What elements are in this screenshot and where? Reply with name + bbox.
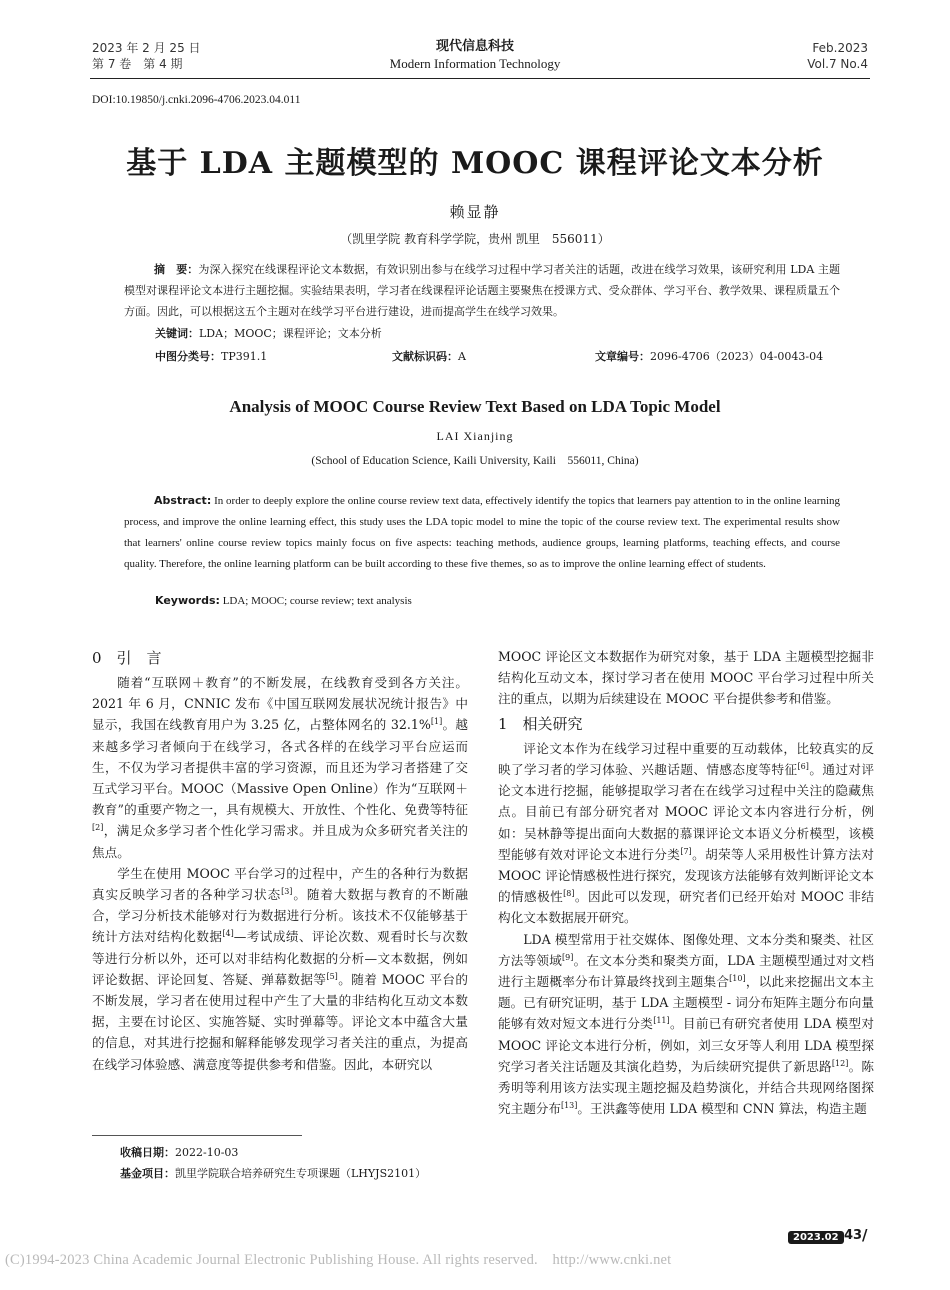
- paragraph: MOOC 评论区文本数据作为研究对象，基于 LDA 主题模型挖掘非结构化互动文本，探讨学习者在使用 MOOC 平台学习过程中所关注的重点，以期为后续建设在 MOOC 平台提供参考和借鉴。: [498, 649, 874, 707]
- header-right: [807, 40, 868, 72]
- citation: [12]: [831, 1058, 849, 1068]
- citation: [1]: [430, 717, 443, 727]
- header-date-en: Feb.2023: [812, 41, 868, 55]
- doc-value: A: [458, 350, 466, 363]
- citation: [6]: [797, 761, 809, 771]
- affiliation-cn: （凯里学院 教育科学学院，贵州 凯里 556011）: [340, 232, 610, 246]
- abstract-cn-label: 摘 要：: [154, 263, 199, 276]
- text: 。胡荣等人采用极性计算方法对 MOOC 评论情感极性进行探究，发现该方法能够有效判断评论文本的情感极性: [498, 846, 874, 905]
- issue-badge: 2023.02: [788, 1231, 844, 1244]
- clc-number: [155, 348, 267, 364]
- journal-name-en: Modern Information Technology: [389, 56, 561, 71]
- section-heading-0: 0 引 言: [92, 649, 162, 667]
- page-slash-mark: /: [862, 1226, 868, 1244]
- header-date-cn: 2023 年 2 月 25 日: [92, 41, 201, 55]
- text: 。在文本分类和聚类方面，LDA 主题模型通过对文档进行主题概率分布计算最终找到主题集合: [498, 952, 875, 990]
- citation: [7]: [680, 846, 692, 856]
- fund-label: 基金项目：: [120, 1167, 175, 1180]
- keywords-cn-label: 关键词：: [155, 327, 199, 340]
- citation: [10]: [729, 973, 746, 983]
- text: 。随着大数据与教育的不断融合，学习分析技术能够对行为数据进行分析。该技术不仅能够基于统计方法对结构化数据: [92, 887, 469, 945]
- doc-code: [392, 348, 466, 364]
- article-number: [595, 348, 823, 364]
- footnote-received: [92, 1142, 472, 1163]
- citation: [9]: [562, 952, 574, 962]
- copyright-watermark: (C)1994-2023 China Academic Journal Electronic Publishing House. All rights reserved. http://www.cnki.net: [5, 1252, 672, 1268]
- text: 。通过对评论文本进行挖掘，能够提取学习者在在线学习过程中关注的隐藏焦点。目前已有部分研究者对 MOOC 评论文本内容进行分析，例如：吴林静等提出面向大数据的慕课评论文本语义分析模型，该模型能够有效对评论文本进行分类: [498, 762, 875, 862]
- text: 。随着 MOOC 平台的不断发展，学习者在使用过程中产生了大量的非结构化互动文本数据，主要在讨论区、实施答疑、实时弹幕等。评论文本中蕴含大量的信息，对其进行挖掘和解释能够发现学习者关注的重点，为提高在线学习体验感、满意度等提供参考和借鉴。因此，本研究以: [92, 971, 469, 1072]
- text: 评论文本作为在线学习过程中重要的互动载体，比较真实的反映了学习者的学习体验、兴趣话题、情感态度等特征: [498, 740, 874, 778]
- citation: [13]: [560, 1101, 578, 1111]
- clc-label: 中图分类号：: [155, 350, 221, 363]
- paragraph: [92, 863, 468, 1075]
- citation: [2]: [92, 823, 104, 833]
- keywords-en-text: LDA; MOOC; course review; text analysis: [222, 595, 412, 607]
- affiliation-en: (School of Education Science, Kaili University, Kaili 556011, China): [311, 455, 639, 467]
- title-en: Analysis of MOOC Course Review Text Based on LDA Topic Model: [229, 397, 721, 416]
- abstract-en: [124, 490, 840, 575]
- page-number: 43: [844, 1228, 863, 1243]
- text: —考试成绩、评论次数、观看时长与次数等进行分析以外，还可以对非结构化数据的分析—文本数据，例如评论数据、评论回复、答疑、弹幕数据等: [92, 929, 469, 987]
- citation: [3]: [281, 886, 293, 896]
- header-volume-en: Vol.7 No.4: [807, 57, 868, 71]
- art-value: 2096-4706（2023）04-0043-04: [650, 350, 824, 363]
- page-title: 基于 LDA 主题模型的 MOOC 课程评论文本分析: [126, 146, 824, 181]
- body-left-column: [92, 672, 468, 1075]
- text: ，满足众多学习者个性化学习需求。并且成为众多研究者关注的焦点。: [92, 823, 468, 860]
- received-label: 收稿日期：: [120, 1146, 175, 1159]
- paragraph: [498, 738, 874, 929]
- clc-value: TP391.1: [221, 350, 268, 363]
- author-cn: 赖显静: [449, 203, 501, 221]
- citation: [8]: [563, 889, 575, 899]
- footnote-fund: [92, 1163, 472, 1184]
- paragraph: [92, 672, 468, 863]
- header-rule: [90, 78, 870, 79]
- keywords-cn-text: LDA；MOOC；课程评论；文本分析: [199, 327, 382, 340]
- body-right-column: [498, 646, 874, 1119]
- citation: [5]: [326, 971, 338, 981]
- text: 随着“互联网＋教育”的不断发展，在线教育受到各方关注。2021 年 6 月，CNNIC 发布《中国互联网发展状况统计报告》中显示，我国在线教育用户为 3.25 亿，占整体网名的 32.1%: [92, 675, 468, 733]
- abstract-cn-text: 为深入探究在线课程评论文本数据，有效识别出参与在线学习过程中学习者关注的话题，改进在线学习效果，该研究利用 LDA 主题模型对课程评论文本进行主题挖掘。实验结果表明，学习者在线课程评论话题主要聚焦在授课方式、受众群体、学习平台、教学效果、课程质量五个方面。因此，可以根据这五个主题对在线学习平台进行建设，进而提高学生在线学习效果。: [124, 263, 841, 318]
- art-label: 文章编号：: [595, 350, 650, 363]
- keywords-en: [155, 594, 412, 607]
- journal-name-cn: 现代信息科技: [435, 39, 514, 54]
- text: 。越来越多学习者倾向于在线学习，各式各样的在线学习平台应运而生，不仅为学习者提供丰富的学习资源，而且还为学习者搭建了交互式学习平台。MOOC（Massive Open Online）作为“互联网＋教育”的重要产物之一，具有规模大、开放性、个性化、免费等特征: [92, 717, 469, 818]
- text: 。目前已有研究者使用 LDA 模型对 MOOC 评论文本进行分析，例如，刘三女牙等人利用 LDA 模型探究学习者关注话题及其演化趋势，为后续研究提供了新思路: [498, 1016, 875, 1074]
- header-volume-cn: 第 7 卷 第 4 期: [92, 57, 183, 71]
- keywords-cn: [155, 325, 382, 341]
- text: LDA 模型常用于社交媒体、图像处理、文本分类和聚类、社区方法等领域: [498, 931, 874, 968]
- text: ，以此来挖掘出文本主题。已有研究证明，基于 LDA 主题模型 - 词分布矩阵主题分布向量能够有效对短文本进行分类: [498, 974, 875, 1032]
- citation: [4]: [222, 929, 234, 939]
- text: 。因此可以发现，研究者们已经开始对 MOOC 非结构化文本数据展开研究。: [498, 889, 875, 926]
- doi: DOI:10.19850/j.cnki.2096-4706.2023.04.011: [92, 94, 301, 106]
- text: 学生在使用 MOOC 平台学习的过程中，产生的各种行为数据真实反映学习者的各种学习状态: [92, 865, 468, 903]
- footnote-rule: [92, 1135, 302, 1136]
- section-heading-1: 1 相关研究: [498, 714, 583, 733]
- text: 。陈秀明等利用该方法实现主题挖掘及趋势演化，并结合共现网络图探究主题分布: [498, 1058, 875, 1117]
- keywords-en-label: Keywords:: [155, 594, 220, 607]
- citation: [11]: [653, 1016, 670, 1026]
- paragraph: [498, 929, 874, 1120]
- abstract-en-text: In order to deeply explore the online course review text data, effectively identify the topics that learners pay attention to in the online learning process, and improve the online learning effect, this study uses the LDA topic model to mine the topic of the course review text. The experimental results show that learners' online course review topics mainly focus on five aspects: teaching methods, audience groups, learning platforms, teaching effects, and course quality. Therefore, the online learning platform can be built according to these five themes, so as to improve the online learning effect of students.: [124, 495, 841, 570]
- author-en: LAI Xianjing: [436, 429, 514, 443]
- doc-label: 文献标识码：: [392, 350, 458, 363]
- received-date: 2022-10-03: [175, 1146, 239, 1159]
- fund-text: 凯里学院联合培养研究生专项课题（LHYJS2101）: [175, 1167, 427, 1180]
- abstract-en-label: Abstract:: [154, 494, 212, 507]
- text: 。王洪鑫等使用 LDA 模型和 CNN 算法，构造主题: [577, 1101, 867, 1117]
- abstract-cn: [124, 259, 840, 322]
